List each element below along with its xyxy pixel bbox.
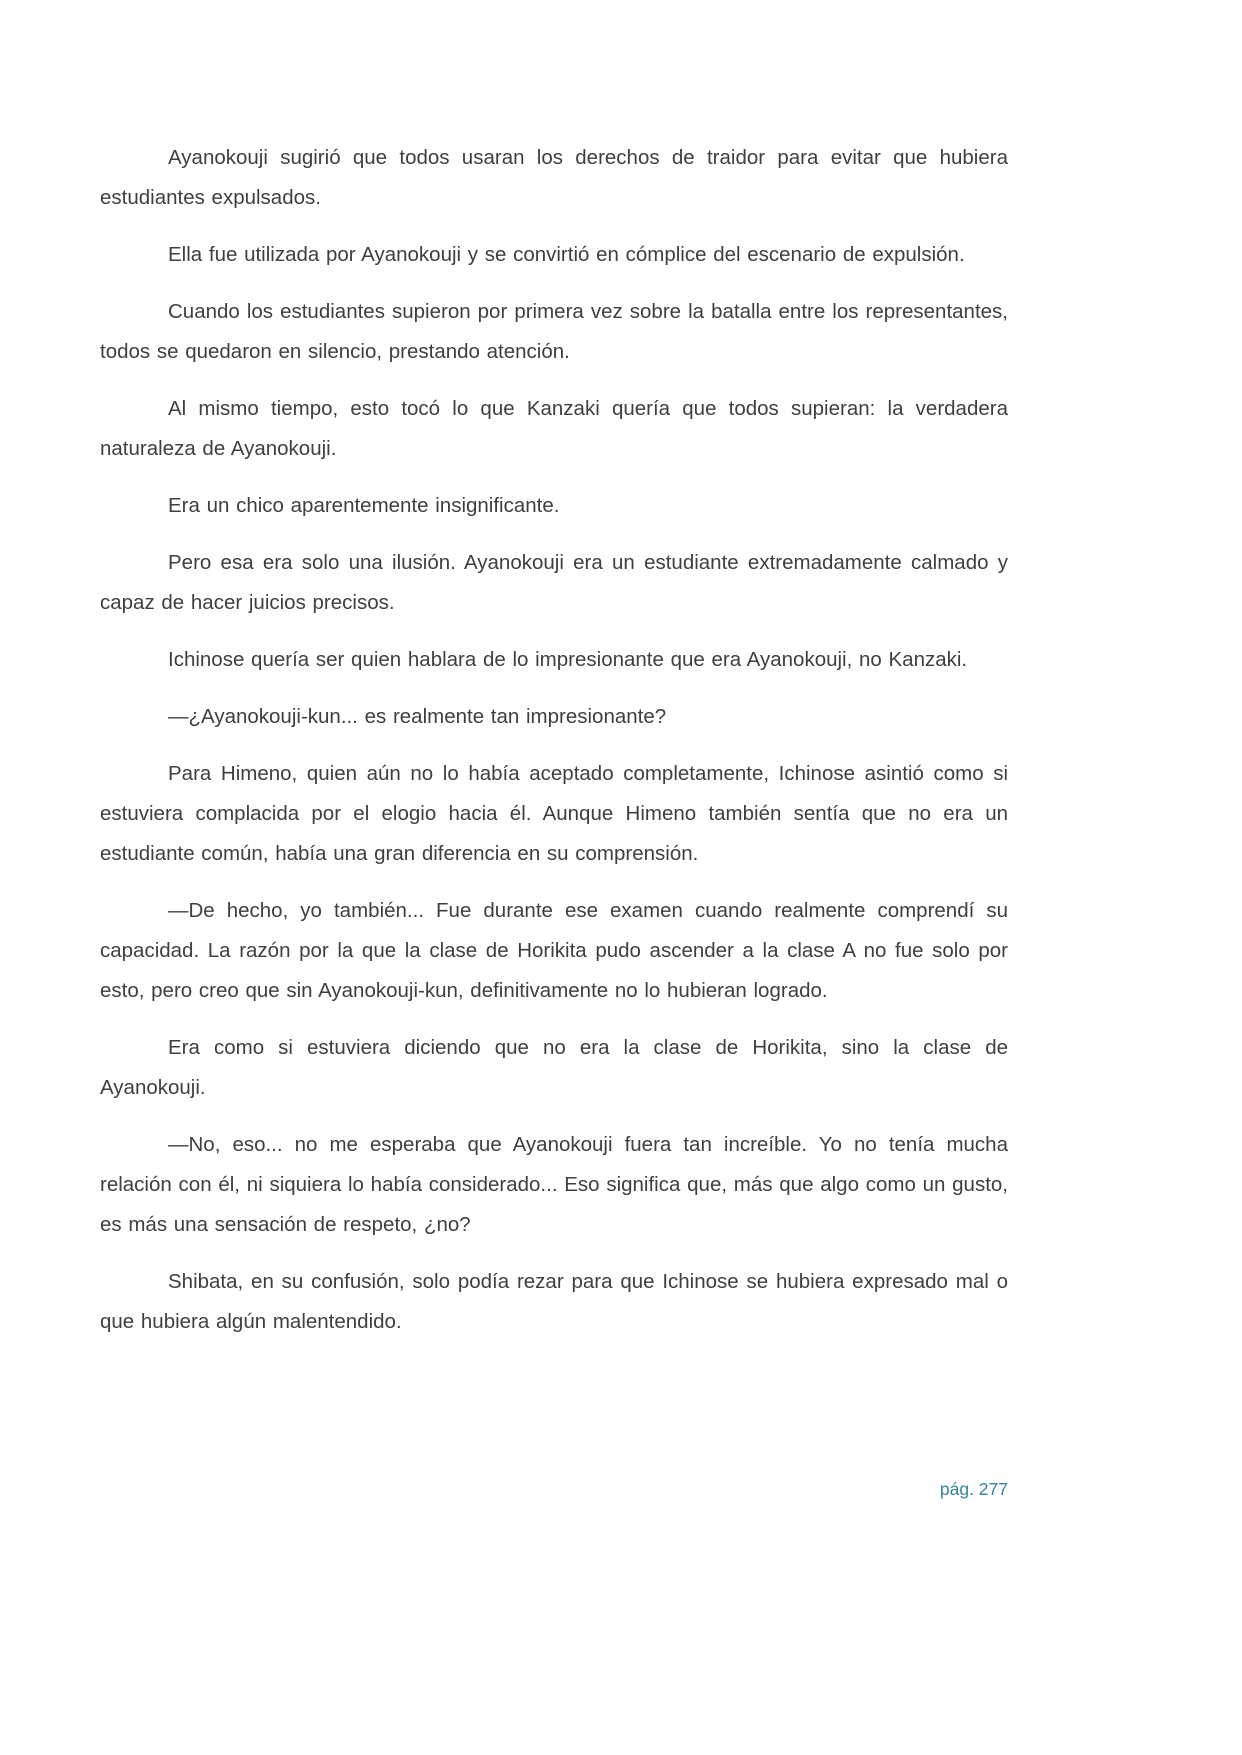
paragraph: Shibata, en su confusión, solo podía rezar para que Ichinose se hubiera expresado mal o que hubiera algún malentendido. <box>100 1270 1008 1333</box>
paragraph: —De hecho, yo también... Fue durante ese examen cuando realmente comprendí su capacidad. La razón por la que la clase de Horikita pudo ascender a la clase A no fue solo por esto, pero creo que sin Ayanokouji-kun, definitivamente no lo hubieran logrado. <box>100 899 1008 1002</box>
paragraph: Ayanokouji sugirió que todos usaran los derechos de traidor para evitar que hubiera estudiantes expulsados. <box>100 146 1008 209</box>
paragraph: Ichinose quería ser quien hablara de lo impresionante que era Ayanokouji, no Kanzaki. <box>168 648 968 671</box>
page-number: pág. 277 <box>939 1479 1008 1499</box>
paragraph: Al mismo tiempo, esto tocó lo que Kanzaki quería que todos supieran: la verdadera naturaleza de Ayanokouji. <box>100 397 1008 460</box>
paragraph: Era como si estuviera diciendo que no era la clase de Horikita, sino la clase de Ayanokouji. <box>100 1036 1008 1099</box>
document-body <box>100 138 1008 1359</box>
paragraph: —No, eso... no me esperaba que Ayanokouji fuera tan increíble. Yo no tenía mucha relación con él, ni siquiera lo había considerado... Eso significa que, más que algo como un gusto, es más una sensación de respeto, ¿no? <box>100 1133 1008 1236</box>
paragraph: Pero esa era solo una ilusión. Ayanokouji era un estudiante extremadamente calmado y capaz de hacer juicios precisos. <box>100 551 1008 614</box>
paragraph: Era un chico aparentemente insignificante. <box>168 494 560 517</box>
paragraph: Para Himeno, quien aún no lo había aceptado completamente, Ichinose asintió como si estuviera complacida por el elogio hacia él. Aunque Himeno también sentía que no era un estudiante común, había una gran diferencia en su comprensión. <box>100 762 1008 865</box>
paragraph: Cuando los estudiantes supieron por primera vez sobre la batalla entre los representantes, todos se quedaron en silencio, prestando atención. <box>100 300 1008 363</box>
paragraph: —¿Ayanokouji-kun... es realmente tan impresionante? <box>168 705 667 728</box>
paragraph: Ella fue utilizada por Ayanokouji y se convirtió en cómplice del escenario de expulsión. <box>168 243 965 266</box>
